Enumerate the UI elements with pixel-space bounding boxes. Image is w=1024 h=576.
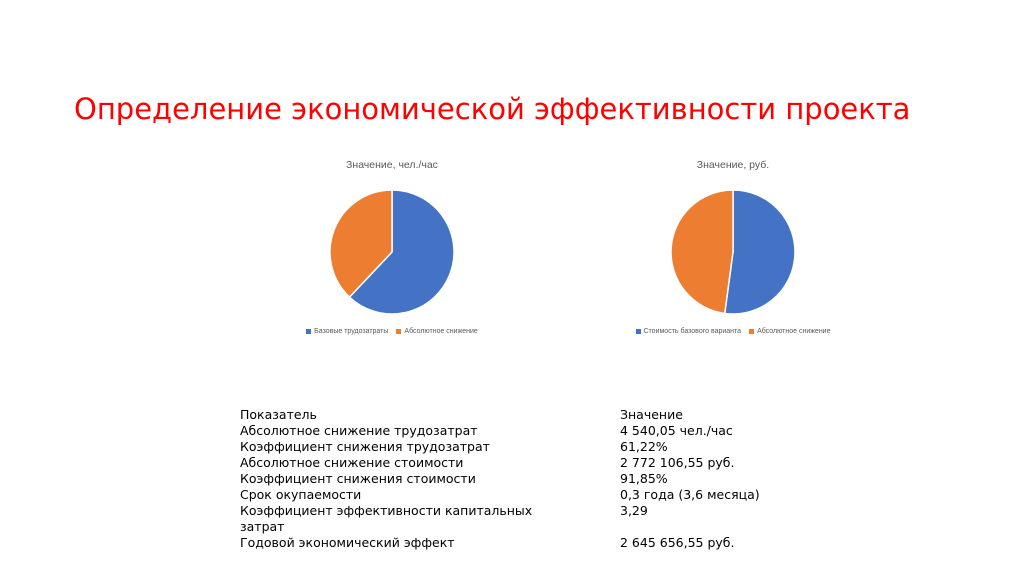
table-row — [240, 487, 800, 503]
legend-item — [636, 328, 742, 335]
legend-label: Стоимость базового варианта — [643, 328, 742, 335]
row-value: 91,85% — [620, 471, 668, 486]
chart-title: Значение, чел./час — [346, 159, 438, 171]
legend-swatch — [636, 329, 641, 334]
slide-title: Определение экономической эффективности проекта — [74, 92, 911, 126]
legend-item — [749, 328, 830, 335]
legend-swatch — [396, 329, 401, 334]
table-row — [240, 503, 800, 535]
table-row — [240, 455, 800, 471]
table-header — [240, 407, 800, 423]
header-value: Значение — [620, 407, 683, 422]
row-name: Коэффициент снижения трудозатрат — [240, 439, 490, 454]
pie-svg — [583, 155, 883, 325]
row-name: Коэффициент снижения стоимости — [240, 471, 476, 486]
chart-legend — [242, 328, 542, 335]
row-value: 4 540,05 чел./час — [620, 423, 733, 438]
indicators-table — [240, 407, 800, 551]
legend-swatch — [749, 329, 754, 334]
legend-label: Абсолютное снижение — [757, 328, 831, 335]
row-value: 2 772 106,55 руб. — [620, 455, 735, 470]
row-name: Срок окупаемости — [240, 487, 362, 502]
row-value: 61,22% — [620, 439, 668, 454]
table-row — [240, 439, 800, 455]
pie-chart-cost — [583, 155, 883, 345]
table-row — [240, 535, 800, 551]
legend-item — [306, 328, 388, 335]
pie-chart-labor — [242, 155, 542, 345]
table-row — [240, 471, 800, 487]
row-name: Абсолютное снижение трудозатрат — [240, 423, 478, 438]
row-value: 3,29 — [620, 503, 648, 518]
chart-legend — [583, 328, 883, 335]
row-value: 2 645 656,55 руб. — [620, 535, 735, 550]
table-row — [240, 423, 800, 439]
legend-swatch — [306, 329, 311, 334]
legend-label: Абсолютное снижение — [404, 328, 478, 335]
row-value: 0,3 года (3,6 месяца) — [620, 487, 760, 502]
header-name: Показатель — [240, 407, 317, 422]
chart-title: Значение, руб. — [696, 159, 770, 171]
row-name: Коэффициент эффективности капитальных затрат — [240, 503, 533, 534]
pie-slice — [671, 190, 733, 313]
row-name: Абсолютное снижение стоимости — [240, 455, 464, 470]
legend-label: Базовые трудозатраты — [314, 328, 389, 335]
pie-svg — [242, 155, 542, 325]
pie-slice — [725, 190, 795, 314]
row-name: Годовой экономический эффект — [240, 535, 455, 550]
legend-item — [396, 328, 477, 335]
